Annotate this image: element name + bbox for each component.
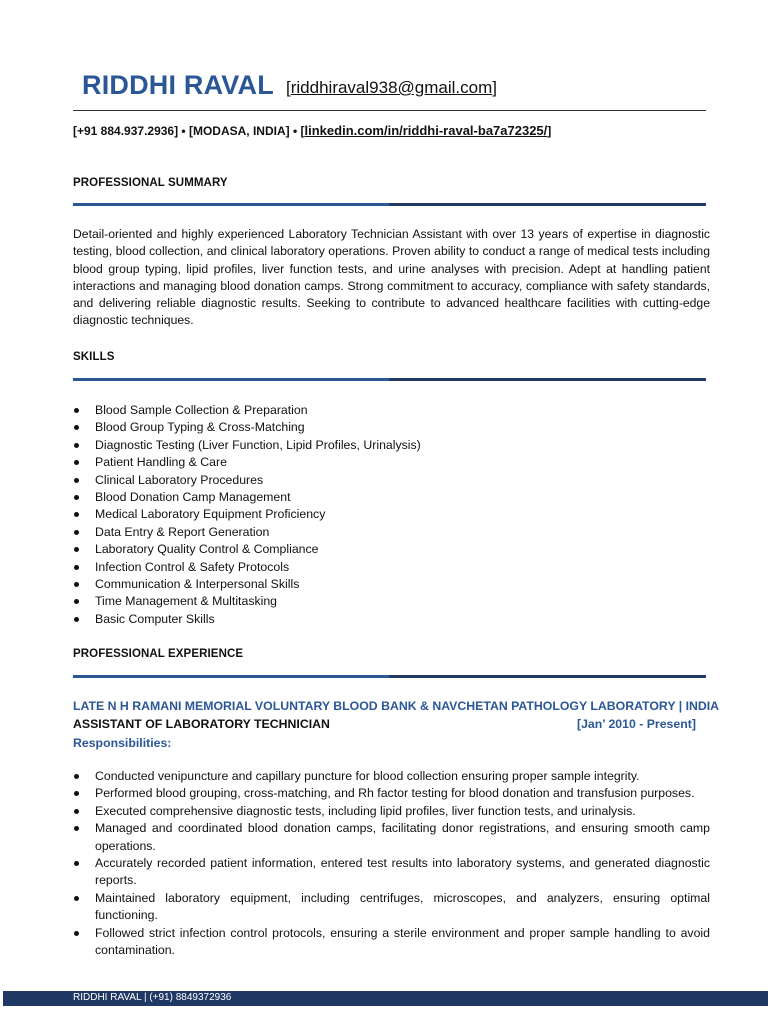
skill-item: Clinical Laboratory Procedures [73,472,673,489]
skill-item: Diagnostic Testing (Liver Function, Lipid Profiles, Urinalysis) [73,437,673,454]
responsibility-item: Accurately recorded patient information, entered test results into laboratory systems, and generated diagnostic reports. [73,855,710,890]
candidate-name: RIDDHI RAVAL [82,70,274,100]
responsibilities-list [73,768,710,959]
phone: [+91 884.937.2936] [73,124,179,138]
email-bracket-open: [ [286,78,291,97]
skill-item: Data Entry & Report Generation [73,524,673,541]
skill-item: Blood Donation Camp Management [73,489,673,506]
responsibility-item: Maintained laboratory equipment, including centrifuges, microscopes, and analyzers, ensuring optimal functioning. [73,890,710,925]
skill-item: Blood Sample Collection & Preparation [73,402,673,419]
responsibility-item: Managed and coordinated blood donation camps, facilitating donor registrations, and ensuring smooth camp operations. [73,820,710,855]
section-divider [73,675,706,678]
section-heading-skills: SKILLS [73,351,115,363]
skills-list [73,402,673,628]
contact-separator: • [289,124,301,138]
skill-item: Communication & Interpersonal Skills [73,576,673,593]
responsibility-item: Followed strict infection control protocols, ensuring a sterile environment and proper sample handling to avoid contamination. [73,925,710,960]
skill-item: Medical Laboratory Equipment Proficiency [73,506,673,523]
responsibility-item: Conducted venipuncture and capillary puncture for blood collection ensuring proper sample integrity. [73,768,710,785]
responsibilities-heading: Responsibilities: [73,736,172,750]
contact-line [73,123,551,138]
skill-item: Laboratory Quality Control & Compliance [73,541,673,558]
skill-item: Patient Handling & Care [73,454,673,471]
header-divider [73,110,706,111]
section-heading-summary: PROFESSIONAL SUMMARY [73,177,228,189]
summary-paragraph: Detail-oriented and highly experienced Laboratory Technician Assistant with over 13 years of expertise in diagnostic testing, blood collection, and clinical laboratory operations. Proven ability to conduct a range of medical tests including blood group typing, lipid profiles, liver function tests, and urine analyses with precision. Adept at handling patient interactions and managing blood donation camps. Strong commitment to accuracy, compliance with safety standards, and delivering reliable diagnostic results. Seeking to contribute to advanced healthcare facilities with cutting-edge diagnostic techniques. [73,227,710,328]
skill-item: Basic Computer Skills [73,611,673,628]
section-divider [73,378,706,381]
footer-text: RIDDHI RAVAL | (+91) 8849372936 [73,992,232,1003]
linkedin-link[interactable]: linkedin.com/in/riddhi-raval-ba7a72325/ [304,123,548,138]
linkedin-bracket-open: [ [300,124,305,138]
section-divider [73,203,706,206]
section-heading-experience: PROFESSIONAL EXPERIENCE [73,648,244,660]
job-title: ASSISTANT OF LABORATORY TECHNICIAN [73,717,330,731]
email-link[interactable]: riddhiraval938@gmail.com [290,78,493,97]
responsibility-item: Executed comprehensive diagnostic tests, including lipid profiles, liver function tests, and urinalysis. [73,803,710,820]
email-bracket-close: ] [492,78,497,97]
job-dates: [Jan’ 2010 - Present] [577,717,696,731]
email-line [286,78,497,98]
skill-item: Infection Control & Safety Protocols [73,559,673,576]
skill-item: Time Management & Multitasking [73,593,673,610]
employer-name: LATE N H RAMANI MEMORIAL VOLUNTARY BLOOD BANK & NAVCHETAN PATHOLOGY LABORATORY | INDIA [73,699,720,713]
responsibility-item: Performed blood grouping, cross-matching, and Rh factor testing for blood donation and transfusion purposes. [73,785,710,802]
contact-separator: • [178,124,189,138]
linkedin-bracket-close: ] [547,124,552,138]
location: [MODASA, INDIA] [188,124,290,138]
skill-item: Blood Group Typing & Cross-Matching [73,419,673,436]
